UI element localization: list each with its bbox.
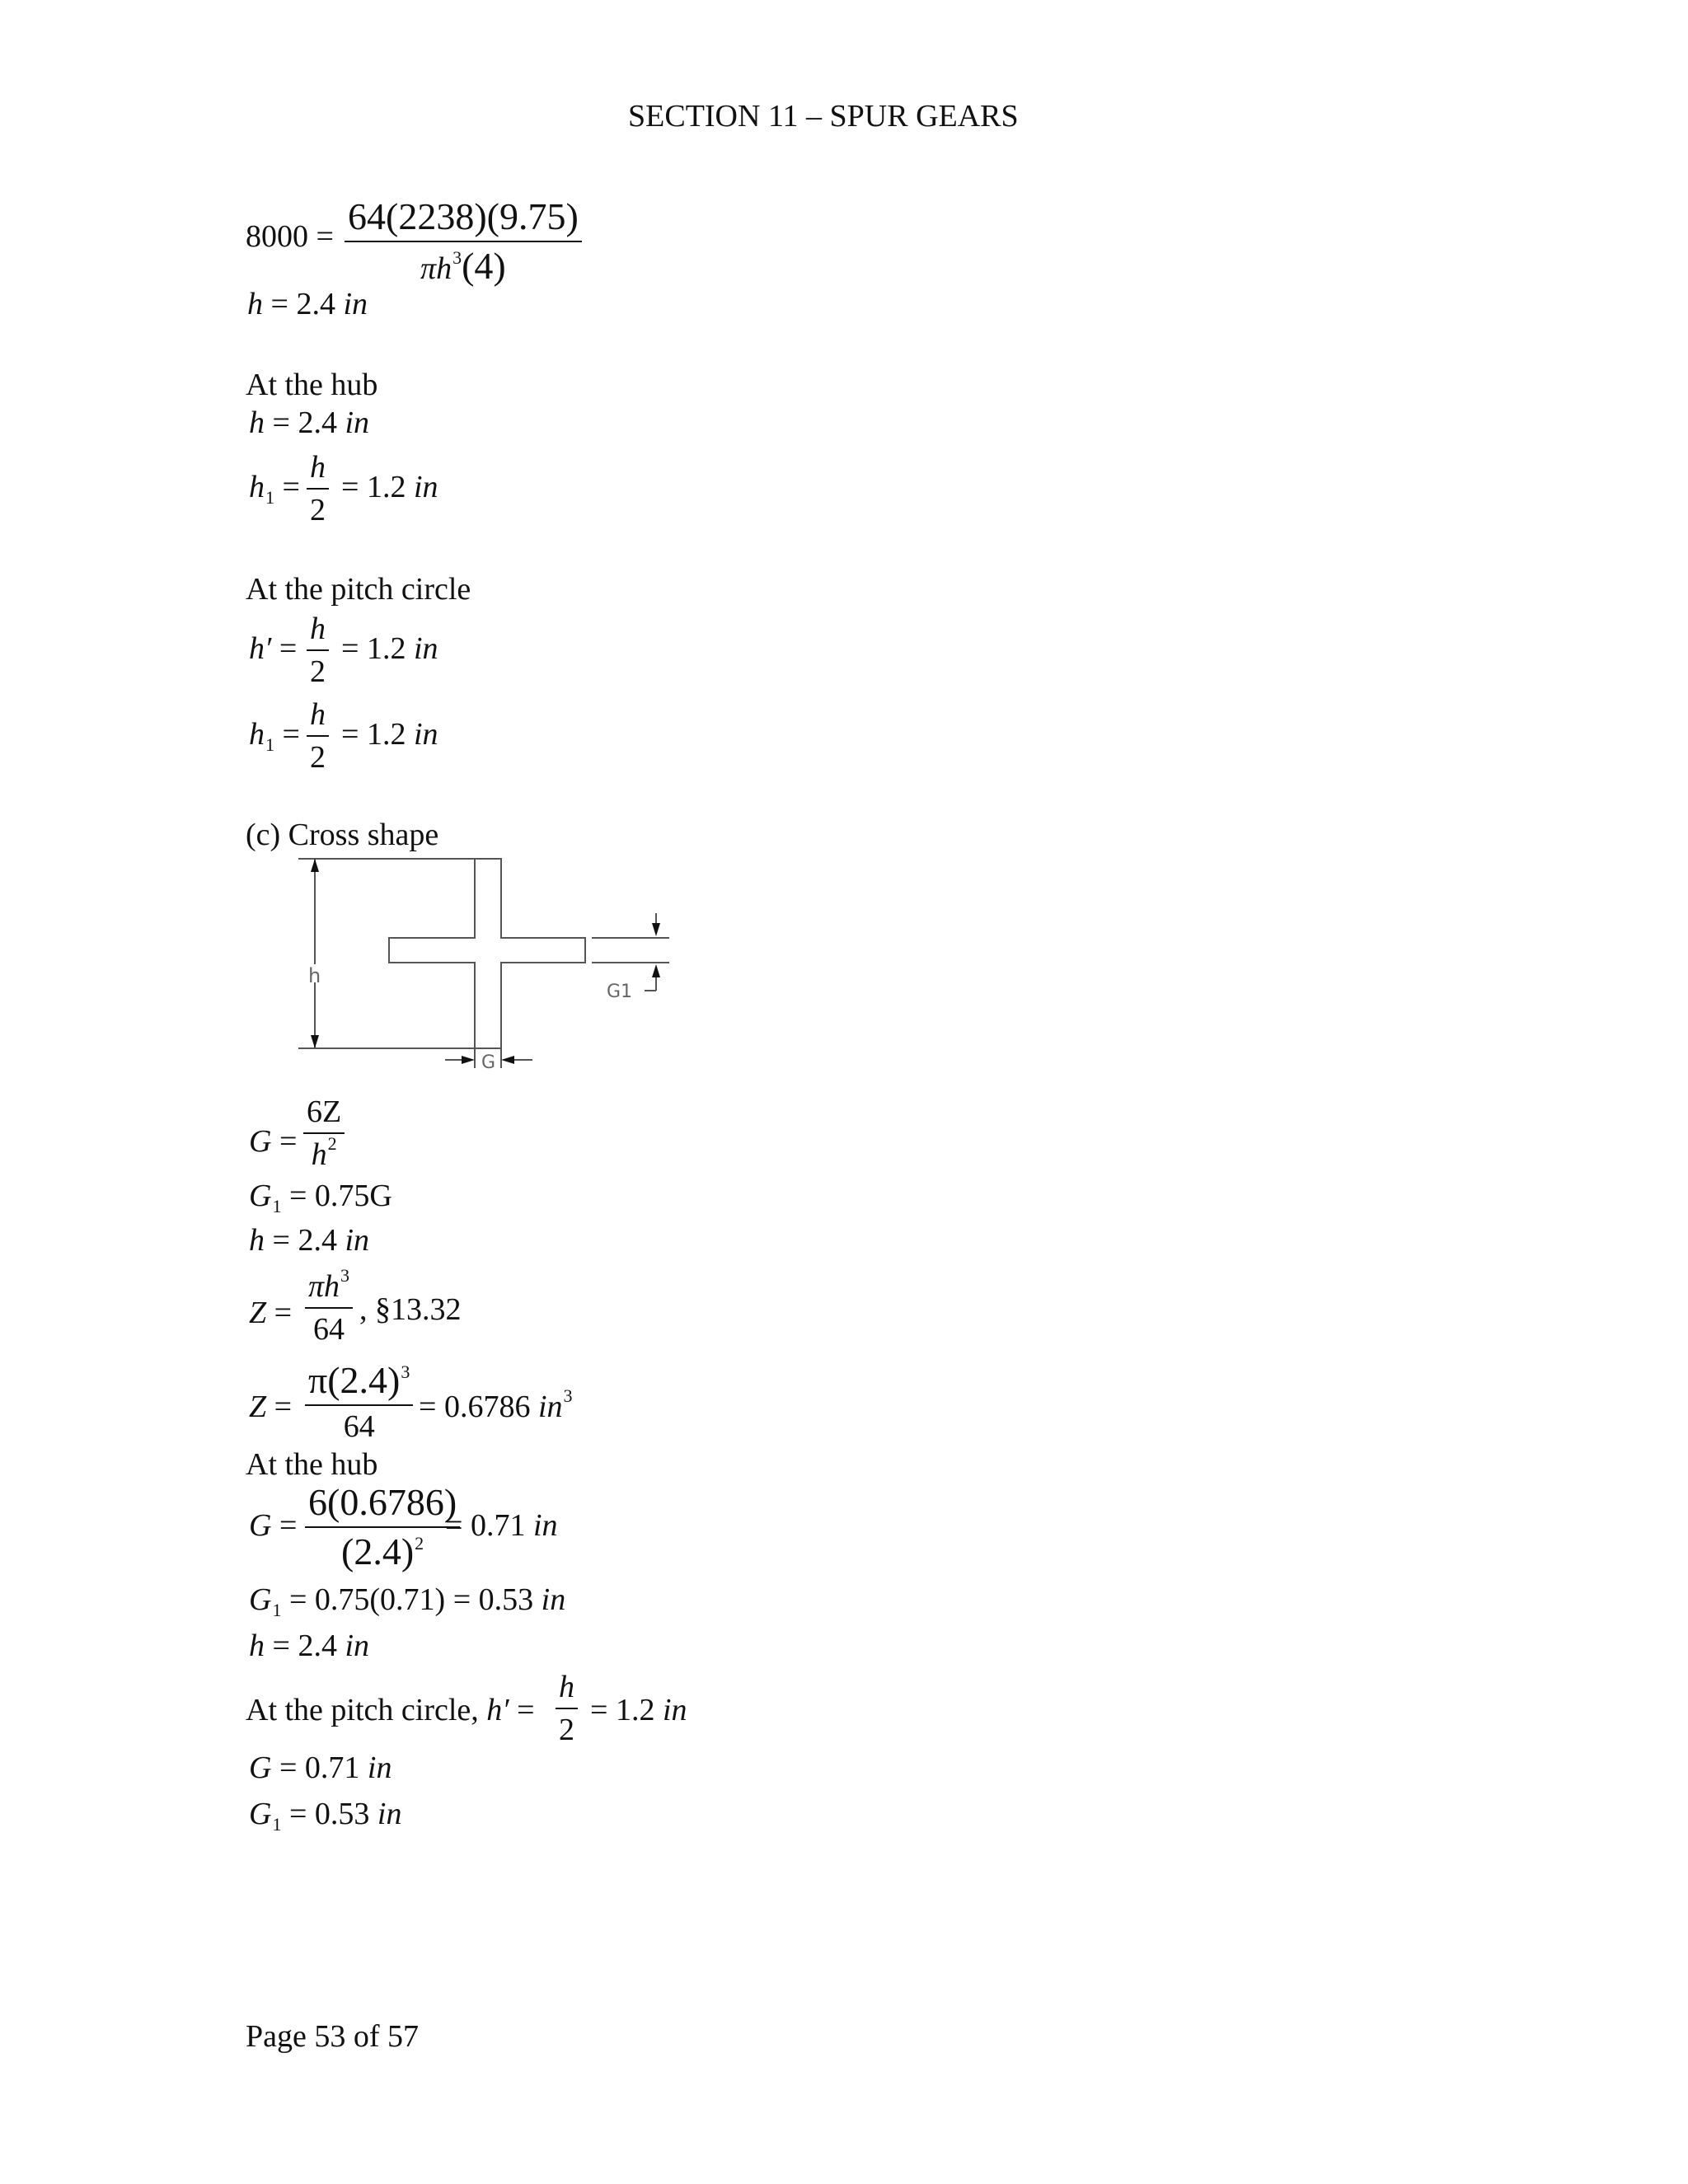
dimension-label-G1: G1 [607, 982, 633, 1002]
hub-G1-line: $G_1 = 0.75(0.71) = 0.53$ in [249, 1582, 566, 1620]
eq-denominator: $\pi h^3(4)$ [420, 245, 506, 287]
Z-reference: , §13.32 [359, 1292, 462, 1327]
h-value-line: h = 2.4 in [249, 1223, 369, 1258]
page-footer: Page 53 of 57 [246, 2019, 420, 2054]
eq-result: h = 2.4 in [247, 287, 368, 321]
pitch-heading-1: At the pitch circle [246, 572, 471, 607]
cross-outline [389, 859, 585, 1048]
hub-heading-1: At the hub [246, 368, 378, 402]
eq-fraction [345, 195, 582, 287]
cross-shape-diagram [288, 841, 684, 1096]
arrow-up [311, 859, 319, 872]
hub-h-line-2: h = 2.4 in [249, 1629, 369, 1663]
dimension-label-h: h [308, 964, 321, 987]
eq-numerator: 64(2238)(9.75) [348, 195, 579, 237]
hub-heading-2: At the hub [246, 1447, 378, 1482]
section-title: SECTION 11 – SPUR GEARS [628, 99, 1019, 134]
pitch-G-line: G = 0.71 in [249, 1750, 392, 1785]
h-over-2-fraction: h 2 [307, 452, 329, 526]
hub-h-line: h = 2.4 in [249, 405, 369, 440]
pitch-G1-line: $G_1 = 0.53$ in [249, 1797, 402, 1835]
G1-formula: $G_1 = 0.75G$ [249, 1179, 392, 1216]
arrow-down [311, 1035, 319, 1048]
dimension-label-G: G [481, 1052, 496, 1073]
eq-lhs: 8000 = [246, 219, 334, 254]
cross-heading: (c) Cross shape [246, 818, 439, 852]
